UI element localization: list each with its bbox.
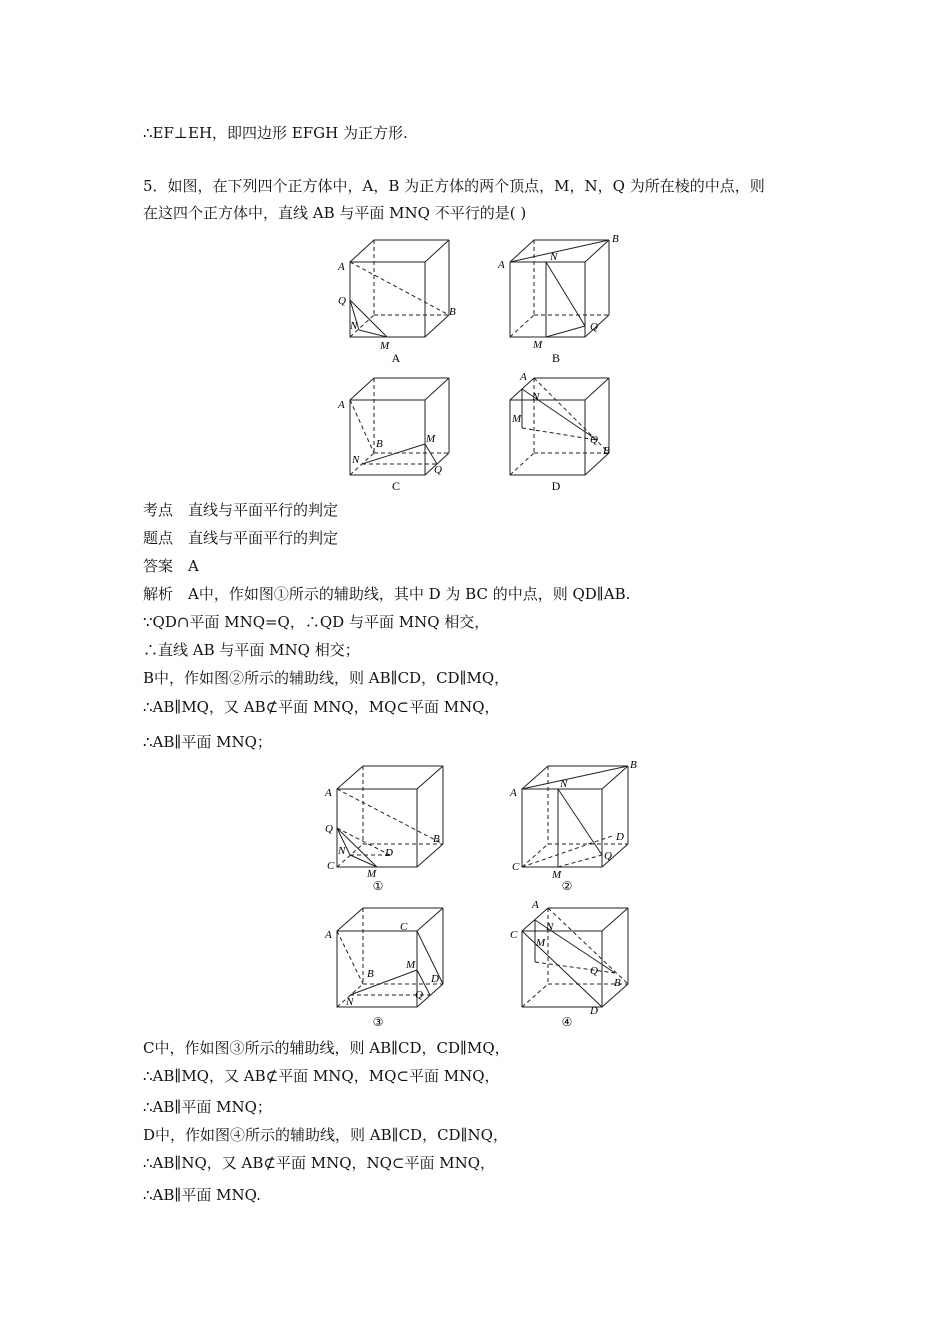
analysis-line-7: C中，作如图③所示的辅助线，则 AB∥CD，CD∥MQ， [143,1039,510,1057]
label-a: A [325,787,332,799]
label-n: N [532,391,540,403]
caption-figure-1: ① [372,879,384,893]
label-a: A [325,929,332,941]
caption-figure-2: ② [561,879,573,893]
analysis-line-4: B中，作如图②所示的辅助线，则 AB∥CD，CD∥MQ， [143,669,510,687]
label-c: C [512,861,520,873]
kaodian-line: 考点 直线与平面平行的判定 [143,501,339,519]
caption-option-b: B [551,351,561,365]
label-b: B [614,977,621,989]
label-m: M [552,869,562,881]
label-b: B [449,306,456,318]
label-a: A [338,261,345,273]
tidian-line: 题点 直线与平面平行的判定 [143,529,339,547]
label-m: M [426,433,436,445]
solution-figure-1 [315,756,450,894]
solution-figure-2 [500,756,635,894]
cube-figure-d [490,370,620,492]
label-q: Q [434,464,442,476]
label-m: M [533,339,543,351]
text-line-1: ∴EF⊥EH，即四边形 EFGH 为正方形. [143,124,408,142]
analysis-line-5: ∴AB∥MQ，又 AB⊄平面 MNQ，MQ⊂平面 MNQ， [143,698,500,716]
label-d: D [385,847,393,859]
label-b: B [603,445,610,457]
label-q: Q [604,850,612,862]
label-q: Q [325,823,333,835]
label-b: B [376,438,383,450]
label-m: M [536,937,546,949]
analysis-line-10: D中，作如图④所示的辅助线，则 AB∥CD，CD∥NQ， [143,1126,508,1144]
cube-figure-a [330,232,460,364]
label-c: C [327,860,335,872]
solution-figure-3 [315,898,450,1032]
analysis-line-1: 解析 A中，作如图①所示的辅助线，其中 D 为 BC 的中点，则 QD∥AB. [143,585,631,603]
question-line-1: 5．如图，在下列四个正方体中，A，B 为正方体的两个顶点，M，N，Q 为所在棱的中点，则 [143,177,765,195]
analysis-line-8: ∴AB∥MQ，又 AB⊄平面 MNQ，MQ⊂平面 MNQ， [143,1067,500,1085]
label-a: A [498,259,505,271]
label-b: B [612,233,619,245]
label-b: B [433,833,440,845]
label-c: C [510,929,518,941]
label-a: A [510,787,517,799]
label-q: Q [338,295,346,307]
cube-figure-b [490,232,620,364]
label-a: A [532,899,539,911]
label-m: M [406,959,416,971]
solution-figure-4 [500,898,635,1032]
analysis-line-6: ∴AB∥平面 MNQ； [143,733,272,751]
label-q: Q [590,434,598,446]
label-d: D [616,831,624,843]
caption-figure-4: ④ [561,1015,573,1029]
label-m: M [380,340,390,352]
label-n: N [338,845,346,857]
answer-line: 答案 A [143,557,199,575]
analysis-line-12: ∴AB∥平面 MNQ. [143,1186,261,1204]
caption-option-a: A [391,351,401,365]
label-a: A [520,371,527,383]
caption-option-c: C [391,479,401,493]
label-n: N [350,320,358,332]
cube-figure-c [330,370,460,492]
analysis-line-11: ∴AB∥NQ，又 AB⊄平面 MNQ，NQ⊂平面 MNQ， [143,1154,496,1172]
caption-option-d: D [551,479,561,493]
label-n: N [346,996,354,1008]
label-d: D [431,973,439,985]
label-m: M [512,413,522,425]
label-q: Q [590,965,598,977]
label-n: N [550,251,558,263]
label-c: C [400,921,408,933]
label-n: N [352,454,360,466]
question-line-2: 在这四个正方体中，直线 AB 与平面 MNQ 不平行的是( ) [143,204,527,222]
label-d: D [590,1005,598,1017]
label-b: B [367,968,374,980]
analysis-line-9: ∴AB∥平面 MNQ； [143,1098,272,1116]
analysis-line-3: ∴直线 AB 与平面 MNQ 相交； [143,641,360,659]
label-n: N [560,778,568,790]
label-m: M [367,868,377,880]
label-q: Q [415,989,423,1001]
analysis-line-2: ∵QD∩平面 MNQ=Q，∴QD 与平面 MNQ 相交， [143,613,490,631]
caption-figure-3: ③ [372,1015,384,1029]
label-n: N [546,921,554,933]
label-q: Q [590,321,598,333]
label-a: A [338,399,345,411]
label-b: B [630,759,637,771]
